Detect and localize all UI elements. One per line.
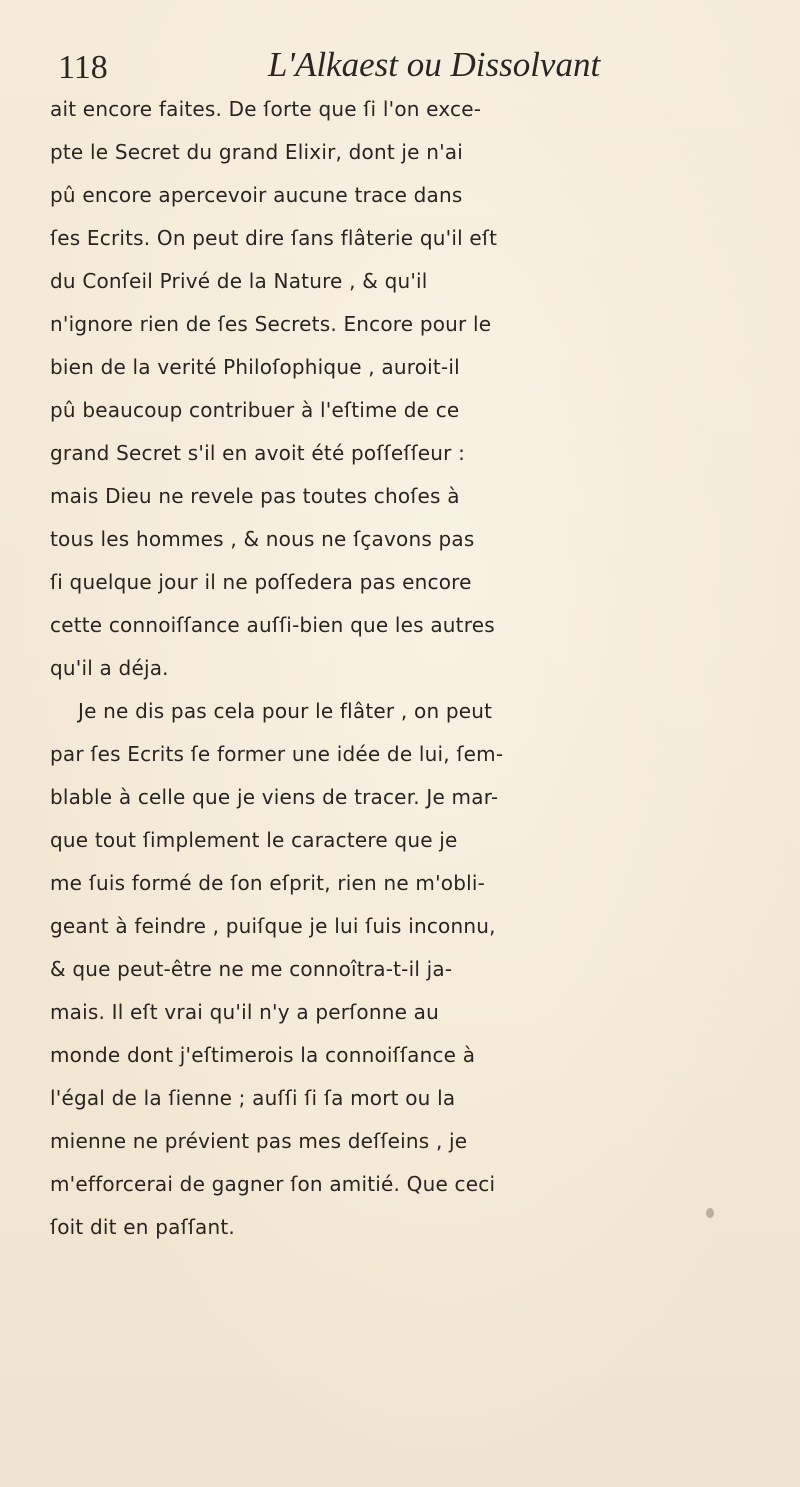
text-line: ait encore faites. De ſorte que ſi l'on exce- [50,97,482,121]
text-line: grand Secret s'il en avoit été poſſeſſeur : [50,441,466,465]
text-line: mais Dieu ne revele pas toutes choſes à [50,484,460,508]
text-line: par ſes Ecrits ſe former une idée de lui, ſem- [50,742,504,766]
text-line: ſi quelque jour il ne poſſedera pas encore [50,570,472,594]
text-line: mais. Il eſt vrai qu'il n'y a perſonne au [50,1000,439,1024]
text-line: tous les hommes , & nous ne ſçavons pas [50,527,475,551]
text-line: me ſuis formé de ſon eſprit, rien ne m'obli- [50,871,486,895]
text-line: pû beaucoup contribuer à l'eſtime de ce [50,398,460,422]
text-line: ſoit dit en paſſant. [50,1215,235,1239]
running-head [58,44,758,90]
text-line: que tout ſimplement le caractere que je [50,828,458,852]
text-line: m'efforcerai de gagner ſon amitié. Que ceci [50,1172,496,1196]
paragraph-first-line: Je ne dis pas cela pour le flâter , on peut [78,699,493,723]
text-line: bien de la verité Philoſophique , auroit-il [50,355,460,379]
text-line: n'ignore rien de ſes Secrets. Encore pour le [50,312,492,336]
text-line: pte le Secret du grand Elixir, dont je n'ai [50,140,464,164]
running-title: L'Alkaest ou Dissolvant [268,45,601,84]
text-line: l'égal de la ſienne ; auſſi ſi ſa mort ou la [50,1086,456,1110]
text-line: blable à celle que je viens de tracer. Je mar- [50,785,499,809]
text-line: ſes Ecrits. On peut dire ſans flâterie qu'il eſt [50,226,498,250]
page-number: 118 [58,49,108,86]
text-line: du Conſeil Privé de la Nature , & qu'il [50,269,428,293]
text-line: cette connoiſſance auſſi-bien que les autres [50,613,495,637]
text-line: geant à feindre , puiſque je lui ſuis inconnu, [50,914,496,938]
text-line: qu'il a déja. [50,656,169,680]
text-line: mienne ne prévient pas mes deſſeins , je [50,1129,468,1153]
text-line: monde dont j'eſtimerois la connoiſſance à [50,1043,476,1067]
paper-speck [706,1208,714,1218]
text-line: & que peut-être ne me connoîtra-t-il ja- [50,957,453,981]
text-line: pû encore apercevoir aucune trace dans [50,183,463,207]
body-text [50,88,770,1249]
